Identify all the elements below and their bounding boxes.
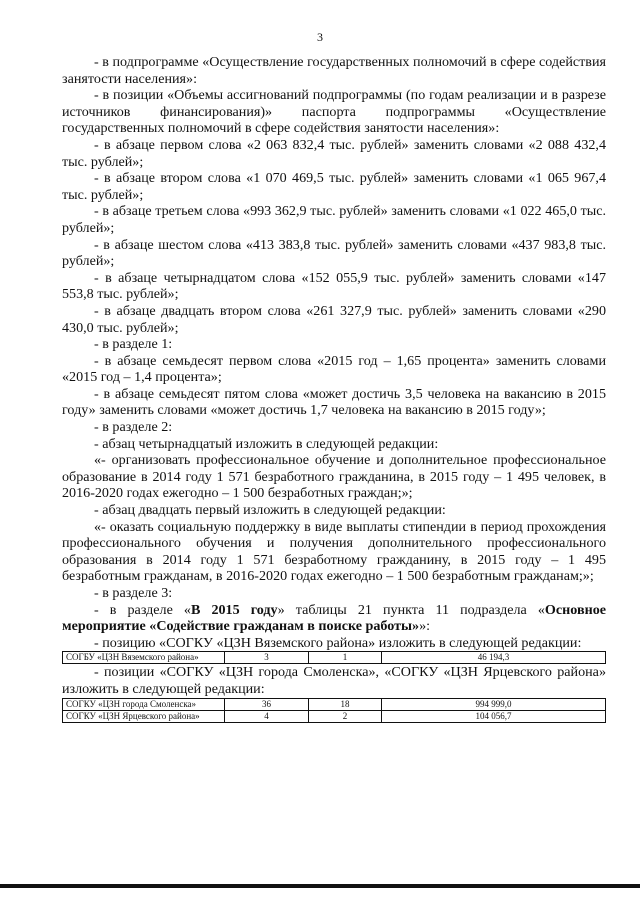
table-cell: 2: [309, 710, 382, 722]
paragraph: - позиции «СОГКУ «ЦЗН города Смоленска», «СОГКУ «ЦЗН Ярцевского района» изложить в следующей редакции:: [62, 664, 606, 697]
text-span: » таблицы 21 пункта 11 подраздела «: [277, 601, 545, 618]
table-cell: 994 999,0: [382, 698, 606, 710]
paragraph: - абзац четырнадцатый изложить в следующей редакции:: [94, 435, 439, 452]
paragraph: - в позиции «Объемы ассигнований подпрограммы (по годам реализации и в разрезе источников финансирования)» паспорта подпрограммы «Осуществление государственных полномочий в сфере содействия занятости населения»:: [62, 87, 606, 137]
table-cell: СОГКУ «ЦЗН Ярцевского района»: [63, 710, 225, 722]
bold-span: Основное мероприятие «Содействие гражданам в поиске работы»: [62, 601, 606, 635]
table-cell: 1: [309, 652, 382, 664]
footer-rule: [0, 884, 640, 888]
document-body: [62, 54, 606, 723]
paragraph: - в абзаце шестом слова «413 383,8 тыс. рублей» заменить словами «437 983,8 тыс. рублей»;: [62, 236, 606, 270]
paragraph: «- организовать профессиональное обучение и дополнительное профессиональное образование в 2014 году 1 571 безработного гражданина, в 2015 году – 1 495 человек, в 2016-2020 годах ежегодно – 1 500 безработных граждан;»;: [62, 452, 606, 502]
paragraph: - в подпрограмме «Осуществление государственных полномочий в сфере содействия занятости населения»:: [62, 54, 606, 87]
paragraph: «- оказать социальную поддержку в виде выплаты стипендии в период прохождения профессионального обучения и получения дополнительного профессионального образования в 2014 году 1 571 безработному гражданину, в 2015 году – 1 495 безработным гражданам, в 2016-2020 годах ежегодно – 1 500 безработным гражданам;»;: [62, 518, 606, 585]
paragraph: - в абзаце семьдесят первом слова «2015 год – 1,65 процента» заменить словами «2015 год – 1,4 процента»;: [62, 352, 606, 386]
bold-span: В 2015 году: [190, 601, 278, 618]
table-cell: 36: [225, 698, 309, 710]
table-cell: 104 056,7: [382, 710, 606, 722]
table-cell: СОГБУ «ЦЗН Вяземского района»: [63, 652, 225, 664]
paragraph: - в разделе 1:: [94, 336, 173, 353]
table-row: [63, 652, 606, 664]
paragraph: - в абзаце четырнадцатом слова «152 055,9 тыс. рублей» заменить словами «147 553,8 тыс. рублей»;: [62, 269, 606, 303]
table-cell: 46 194,3: [382, 652, 606, 664]
paragraph: - абзац двадцать первый изложить в следующей редакции:: [94, 502, 446, 519]
table-vyazma: [62, 651, 606, 664]
paragraph: - в абзаце первом слова «2 063 832,4 тыс. рублей» заменить словами «2 088 432,4 тыс. рублей»;: [62, 136, 606, 170]
table-cell: 18: [309, 698, 382, 710]
table-cell: 3: [225, 652, 309, 664]
table-row: [63, 710, 606, 722]
paragraph: - в разделе 3:: [94, 585, 173, 601]
table-row: [63, 698, 606, 710]
table-cell: СОГКУ «ЦЗН города Смоленска»: [63, 698, 225, 710]
paragraph: - в абзаце семьдесят пятом слова «может достичь 3,5 человека на вакансию в 2015 году» заменить словами «может достичь 1,7 человека на вакансию в 2015 году»;: [62, 385, 606, 419]
paragraph: - позицию «СОГКУ «ЦЗН Вяземского района» изложить в следующей редакции:: [94, 634, 582, 651]
paragraph: - в абзаце двадцать втором слова «261 327,9 тыс. рублей» заменить словами «290 430,0 тыс. рублей»;: [62, 302, 606, 336]
section3-paragraph: [62, 602, 606, 635]
paragraph: - в абзаце третьем слова «993 362,9 тыс. рублей» заменить словами «1 022 465,0 тыс. рублей»;: [62, 203, 606, 236]
table-cell: 4: [225, 710, 309, 722]
table-smolensk-yartsevo: [62, 698, 606, 723]
text-span: - в разделе «: [94, 601, 191, 618]
paragraph: - в разделе 2:: [94, 419, 173, 436]
paragraph: - в абзаце втором слова «1 070 469,5 тыс. рублей» заменить словами «1 065 967,4 тыс. рублей»;: [62, 170, 606, 203]
page-number: 3: [317, 30, 323, 44]
text-span: »:: [419, 618, 431, 635]
